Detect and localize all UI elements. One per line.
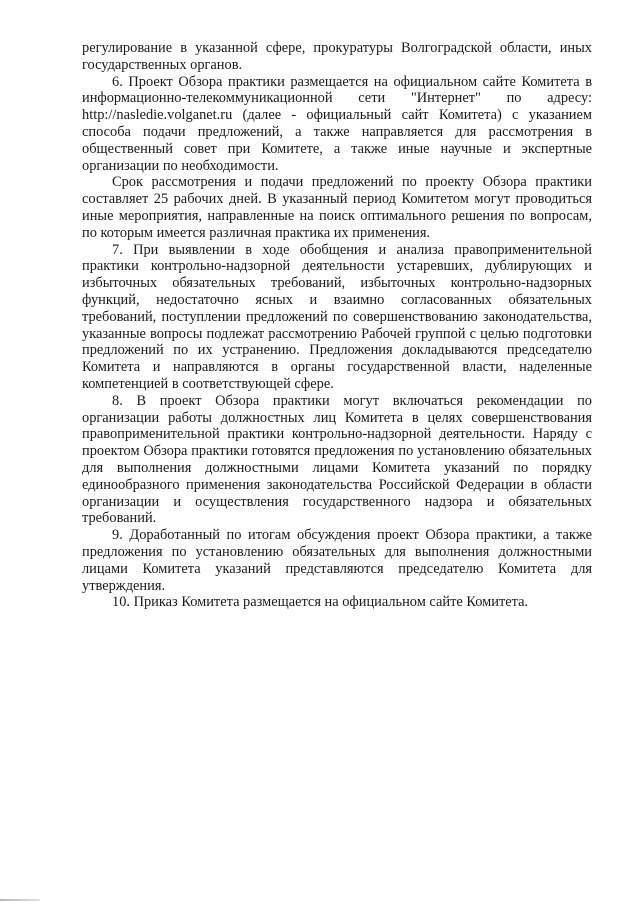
- paragraph-item-7: 7. При выявлении в ходе обобщения и анализа правоприменительной практики контрольно-надзорной деятельности устаревших, дублирующих и избыточных обязательных требований, избыточных контрольно-надзорных функций, недостаточно ясных и взаимно согласованных обязательных требований, поступлении предложений по совершенствованию законодательства, указанные вопросы подлежат рассмотрению Рабочей группой с целью подготовки предложений по их устранению. Предложения докладываются председателю Комитета и направляются в органы государственной власти, наделенные компетенцией в соответствующей сфере.: [82, 241, 592, 392]
- paragraph-continuation: регулирование в указанной сфере, прокуратуры Волгоградской области, иных государственных органов.: [82, 40, 592, 73]
- paragraph-item-6: 6. Проект Обзора практики размещается на официальном сайте Комитета в информационно-телекоммуникационной сети "Интернет" по адресу: http://nasledie.volganet.ru (далее - официальный сайт Комитета) с указанием способа подачи предложений, а также направляется для рассмотрения в общественный совет при Комитете, а также иные научные и экспертные организации по необходимости.: [82, 73, 592, 174]
- paragraph-review-period: Срок рассмотрения и подачи предложений по проекту Обзора практики составляет 25 рабочих дней. В указанный период Комитетом могут проводиться иные мероприятия, направленные на поиск оптимального решения по вопросам, по которым имеется различная практика их применения.: [82, 174, 592, 241]
- paragraph-item-10: 10. Приказ Комитета размещается на официальном сайте Комитета.: [112, 594, 529, 611]
- document-page: [82, 40, 592, 611]
- scan-edge-mark: [0, 899, 40, 901]
- paragraph-item-8: 8. В проект Обзора практики могут включаться рекомендации по организации работы должностных лиц Комитета в целях совершенствования правоприменительной практики контрольно-надзорной деятельности. Наряду с проектом Обзора практики готовятся предложения по установлению обязательных для выполнения должностными лицами Комитета указаний по порядку единообразного применения законодательства Российской Федерации в области организации и осуществления государственного надзора и обязательных требований.: [82, 392, 592, 527]
- paragraph-item-9: 9. Доработанный по итогам обсуждения проект Обзора практики, а также предложения по установлению обязательных для выполнения должностными лицами Комитета указаний представляются председателю Комитета для утверждения.: [82, 527, 592, 594]
